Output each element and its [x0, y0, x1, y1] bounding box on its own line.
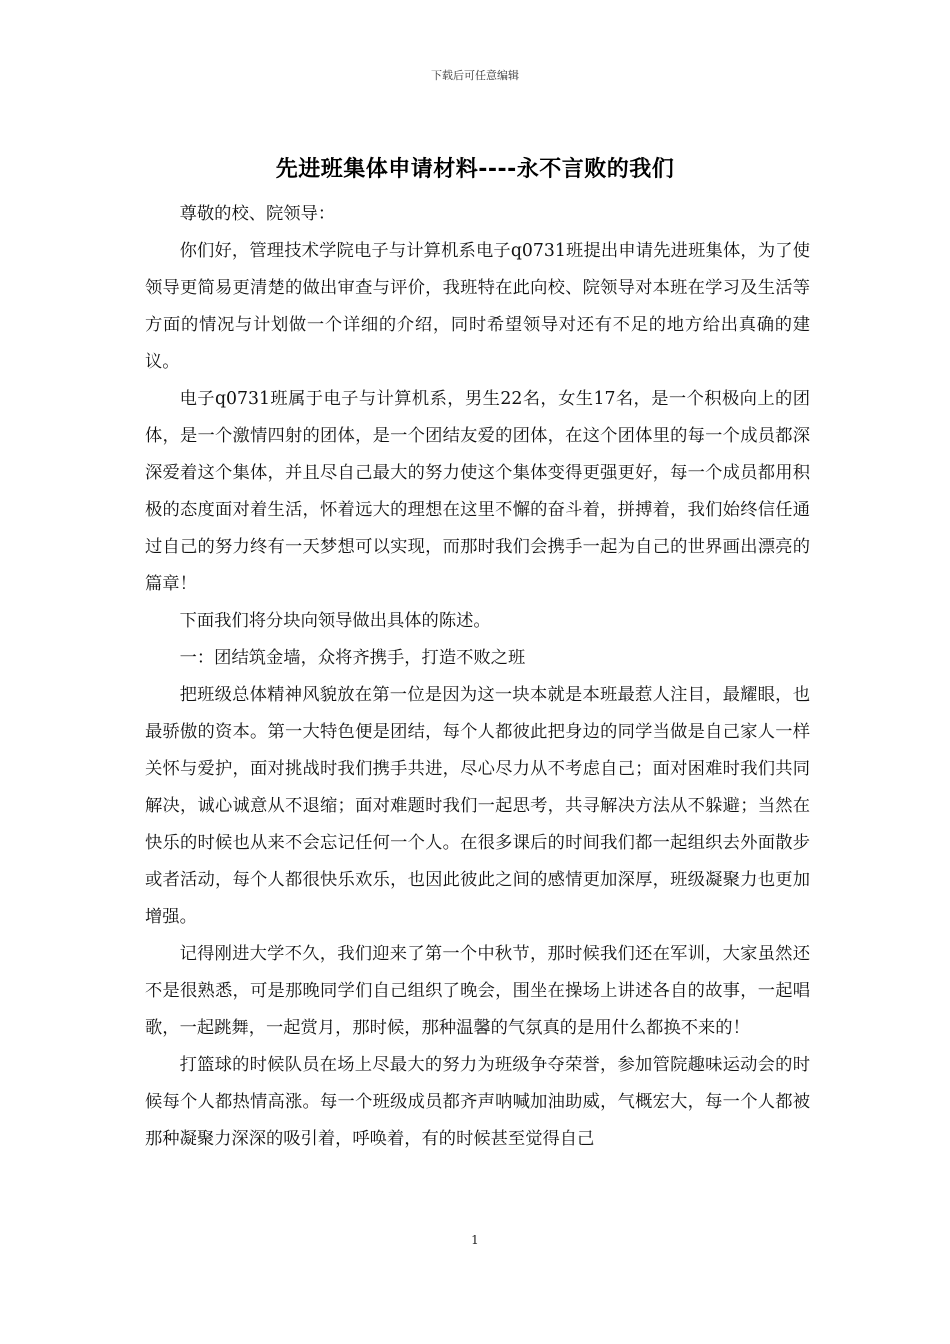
paragraph-6: 打篮球的时候队员在场上尽最大的努力为班级争夺荣誉，参加管院趣味运动会的时候每个人都热情高涨。每一个班级成员都齐声呐喊加油助威，气概宏大，每一个人都被那种凝聚力深深的吸引着，呼唤着，有的时候甚至觉得自己	[145, 1055, 810, 1149]
page-number: 1	[471, 1233, 479, 1247]
page-header: 下载后可任意编辑	[431, 69, 519, 82]
paragraph-4: 把班级总体精神风貌放在第一位是因为这一块本就是本班最惹人注目，最耀眼，也最骄傲的资本。第一大特色便是团结，每个人都彼此把身边的同学当做是自己家人一样关怀与爱护，面对挑战时我们携手共进，尽心尽力从不考虑自己；面对困难时我们共同解决，诚心诚意从不退缩；面对难题时我们一起思考，共寻解决方法从不躲避；当然在快乐的时候也从来不会忘记任何一个人。在很多课后的时间我们都一起组织去外面散步或者活动，每个人都很快乐欢乐，也因此彼此之间的感情更加深厚，班级凝聚力也更加增强。	[145, 685, 810, 927]
section-heading-1: 一：团结筑金墙，众将齐携手，打造不败之班	[179, 648, 526, 668]
paragraph-2: 电子q0731班属于电子与计算机系，男生22名，女生17名，是一个积极向上的团体，是一个激情四射的团体，是一个团结友爱的团体，在这个团体里的每一个成员都深深爱着这个集体，并且尽自己最大的努力使这个集体变得更强更好，每一个成员都用积极的态度面对着生活，怀着远大的理想在这里不懈的奋斗着，拼搏着，我们始终信任通过自己的努力终有一天梦想可以实现，而那时我们会携手一起为自己的世界画出漂亮的篇章！	[145, 389, 810, 594]
document-body	[145, 196, 810, 1158]
salutation: 尊敬的校、院领导：	[179, 204, 336, 224]
document-title: 先进班集体申请材料----永不言败的我们	[275, 157, 675, 182]
paragraph-3: 下面我们将分块向领导做出具体的陈述。	[179, 611, 491, 631]
paragraph-5: 记得刚进大学不久，我们迎来了第一个中秋节，那时候我们还在军训，大家虽然还不是很熟悉，可是那晚同学们自己组织了晚会，围坐在操场上讲述各自的故事，一起唱歌，一起跳舞，一起赏月，那时候，那种温馨的气氛真的是用什么都换不来的！	[145, 944, 810, 1038]
paragraph-1: 你们好，管理技术学院电子与计算机系电子q0731班提出申请先进班集体，为了使领导更简易更清楚的做出审查与评价，我班特在此向校、院领导对本班在学习及生活等方面的情况与计划做一个详细的介绍，同时希望领导对还有不足的地方给出真确的建议。	[145, 241, 810, 372]
